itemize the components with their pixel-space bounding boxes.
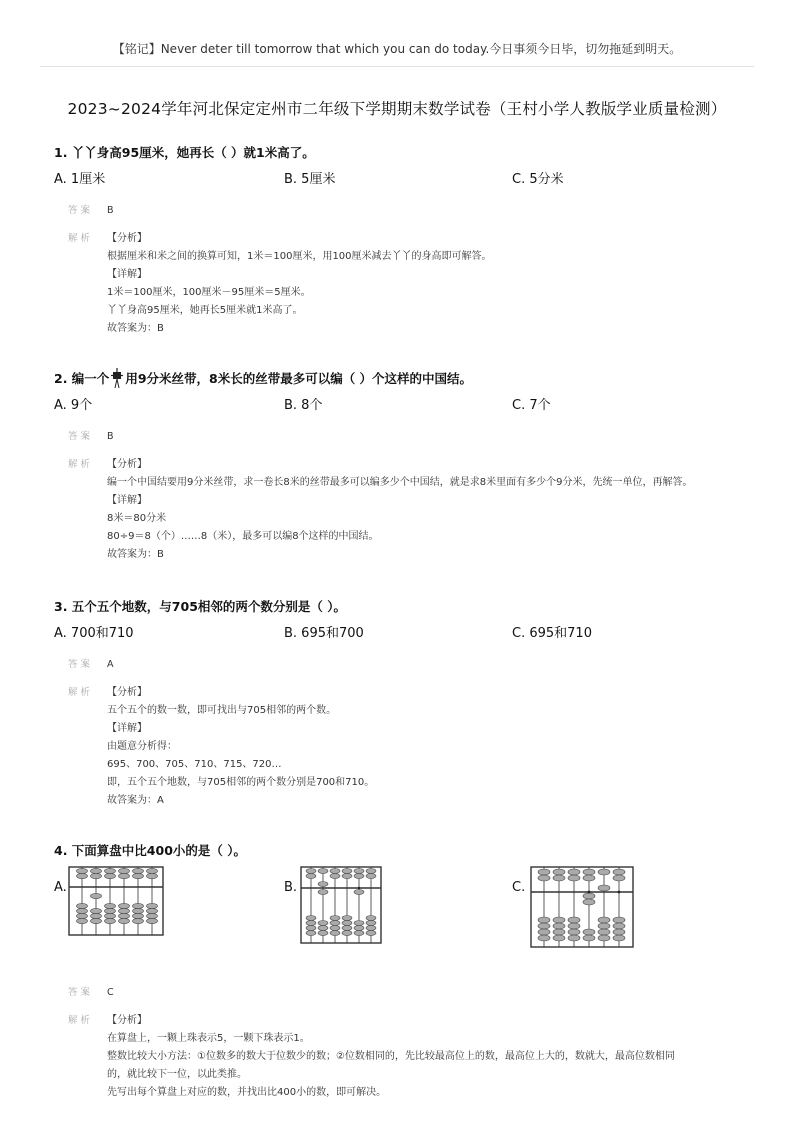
answer-value: B	[107, 431, 114, 442]
analysis-line: 【详解】	[107, 495, 147, 506]
analysis-line: 故答案为：B	[107, 549, 164, 560]
option-c[interactable]: C.	[512, 880, 526, 895]
analysis-line: 整数比较大小方法：①位数多的数大于位数少的数；②位数相同的，先比较最高位上的数，最高位上大的，数就大，最高位数相同	[107, 1051, 675, 1062]
answer-block	[54, 428, 754, 564]
analysis-line: 先写出每个算盘上对应的数，并找出比400小的数，即可解决。	[107, 1087, 387, 1098]
analysis-line: 【分析】	[107, 687, 147, 698]
options-row	[54, 168, 754, 188]
option-a[interactable]: A. 700和710	[54, 626, 134, 641]
analysis-line: 故答案为：A	[107, 795, 164, 806]
abacus-a-icon[interactable]	[68, 866, 164, 936]
option-b[interactable]: B. 8个	[284, 398, 323, 413]
analysis-row	[54, 684, 754, 810]
analysis-line: 【分析】	[107, 459, 147, 470]
answer-row	[54, 984, 754, 1002]
answer-block	[54, 202, 754, 338]
abacus-b-icon[interactable]	[300, 866, 382, 944]
answer-label: 答案	[68, 987, 94, 998]
analysis-line: 1米＝100厘米，100厘米－95厘米＝5厘米。	[107, 287, 311, 298]
analysis-line: 根据厘米和米之间的换算可知，1米＝100厘米，用100厘米减去丫丫的身高即可解答。	[107, 251, 492, 262]
analysis-label: 解析	[68, 1015, 94, 1026]
analysis-label: 解析	[68, 687, 94, 698]
analysis-line: 即，五个五个地数，与705相邻的两个数分别是700和710。	[107, 777, 375, 788]
header-divider	[40, 66, 754, 67]
question-stem	[54, 368, 754, 388]
analysis-line: 丫丫身高95厘米，她再长5厘米就1米高了。	[107, 305, 303, 316]
stem-part-2: 用9分米丝带，8米长的丝带最多可以编（ ）个这样的中国结。	[125, 371, 473, 386]
analysis-row	[54, 230, 754, 338]
option-a[interactable]: A.	[54, 880, 67, 895]
question-4	[54, 842, 754, 1102]
exam-title: 2023~2024学年河北保定定州市二年级下学期期末数学试卷（王村小学人教版学业质量检测）	[67, 100, 727, 118]
question-1	[54, 144, 754, 338]
answer-value: C	[107, 987, 114, 998]
option-b[interactable]: B. 695和700	[284, 626, 364, 641]
option-b[interactable]: B. 5厘米	[284, 172, 336, 187]
answer-block	[54, 984, 754, 1102]
analysis-line: 在算盘上，一颗上珠表示5，一颗下珠表示1。	[107, 1033, 310, 1044]
option-b[interactable]: B.	[284, 880, 298, 895]
option-c[interactable]: C. 5分米	[512, 172, 564, 187]
question-stem: 1. 丫丫身高95厘米，她再长（ ）就1米高了。	[54, 145, 315, 160]
answer-row	[54, 428, 754, 446]
analysis-row	[54, 1012, 754, 1102]
analysis-line: 的，就比较下一位，以此类推。	[107, 1069, 247, 1080]
option-a[interactable]: A. 9个	[54, 398, 93, 413]
answer-label: 答案	[68, 205, 94, 216]
option-c[interactable]: C. 695和710	[512, 626, 592, 641]
analysis-line: 8米＝80分米	[107, 513, 167, 524]
analysis-row	[54, 456, 754, 564]
analysis-line: 编一个中国结要用9分米丝带，求一卷长8米的丝带最多可以编多少个中国结，就是求8米里面有多少个9分米，先统一单位，再解答。	[107, 477, 693, 488]
analysis-line: 【详解】	[107, 269, 147, 280]
options-row	[54, 394, 754, 414]
answer-value: B	[107, 205, 114, 216]
motto-banner: 【铭记】Never deter till tomorrow that which you can do today.今日事须今日毕，切勿拖延到明天。	[112, 42, 682, 56]
question-stem: 3. 五个五个地数，与705相邻的两个数分别是（ ）。	[54, 599, 346, 614]
chinese-knot-icon	[110, 368, 124, 388]
analysis-line: 故答案为：B	[107, 323, 164, 334]
answer-row	[54, 656, 754, 674]
answer-value: A	[107, 659, 114, 670]
analysis-line: 【详解】	[107, 723, 147, 734]
question-3	[54, 598, 754, 810]
analysis-line: 80÷9＝8（个）……8（米），最多可以编8个这样的中国结。	[107, 531, 379, 542]
question-stem: 4. 下面算盘中比400小的是（ ）。	[54, 843, 246, 858]
analysis-label: 解析	[68, 459, 94, 470]
answer-row	[54, 202, 754, 220]
analysis-line: 五个五个的数一数，即可找出与705相邻的两个数。	[107, 705, 337, 716]
option-c[interactable]: C. 7个	[512, 398, 551, 413]
option-a[interactable]: A. 1厘米	[54, 172, 106, 187]
abacus-c-icon[interactable]	[530, 866, 634, 948]
analysis-line: 【分析】	[107, 233, 147, 244]
options-row	[54, 622, 754, 642]
answer-block	[54, 656, 754, 810]
answer-label: 答案	[68, 659, 94, 670]
options-row	[54, 866, 754, 950]
analysis-line: 由题意分析得：	[107, 741, 177, 752]
question-2	[54, 368, 754, 564]
analysis-label: 解析	[68, 233, 94, 244]
stem-part-1: 2. 编一个	[54, 371, 110, 386]
analysis-line: 【分析】	[107, 1015, 147, 1026]
analysis-line: 695、700、705、710、715、720…	[107, 759, 282, 770]
answer-label: 答案	[68, 431, 94, 442]
